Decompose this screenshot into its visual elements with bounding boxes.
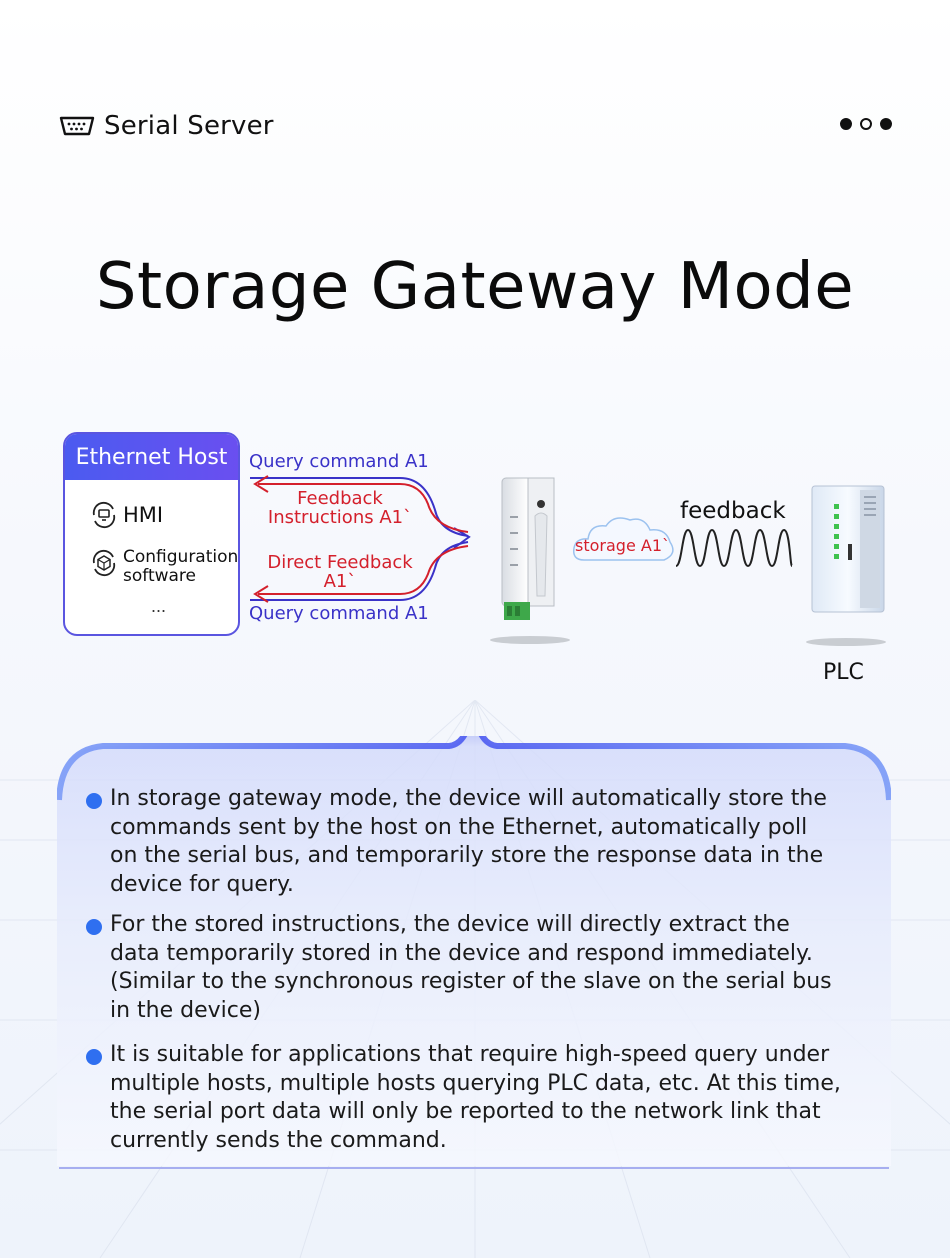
query-command-bottom-label: Query command A1 [249,603,429,624]
bullet-1-line-2: commands sent by the host on the Ethernet, automatically poll [110,814,808,840]
bullet-3-line-1: It is suitable for applications that require high-speed query under [110,1042,830,1067]
bullet-2-line-1: For the stored instructions, the device will directly extract the [110,912,790,937]
more-ellipsis: ... [151,596,167,616]
query-command-top-label: Query command A1 [249,451,429,472]
serial-server-device [488,476,572,646]
pager-dot[interactable] [880,118,892,130]
info-bullet-1 [110,785,870,899]
page-title: Storage Gateway Mode [95,250,855,324]
info-bullet-2 [110,911,870,1025]
ethernet-host-box [63,432,240,636]
direct-feedback-label [255,553,425,591]
feedback-label: feedback [680,498,786,524]
direct-feedback-line-2: A1` [323,571,357,592]
host-item-hmi [89,500,163,530]
hmi-icon [89,500,119,530]
bullet-3-line-3: the serial port data will only be reported to the network link that [110,1099,821,1124]
header-label: Serial Server [104,111,274,141]
plc-device [804,482,888,648]
pager-dot[interactable] [840,118,852,130]
configuration-software-icon [89,548,119,578]
configuration-label: Configuration [123,547,239,567]
bullet-dot [86,1049,102,1065]
bullet-3-line-4: currently sends the command. [110,1127,447,1153]
pager-dots [840,118,892,130]
feedback-instructions-label [255,489,425,527]
host-item-configuration-software [89,548,238,586]
bullet-2-line-3: (Similar to the synchronous register of the slave on the serial bus [110,969,832,994]
plc-label: PLC [823,660,864,685]
bullet-2-line-2: data temporarily stored in the device and respond immediately. [110,940,813,966]
direct-feedback-line-1: Direct Feedback [267,552,413,573]
hmi-label: HMI [123,503,164,527]
bullet-1-line-4: device for query. [110,871,294,897]
bullet-3-line-2: multiple hosts, multiple hosts querying PLC data, etc. At this time, [110,1070,841,1096]
page-header [58,106,274,146]
feedback-line-1: Feedback [297,488,383,509]
serial-port-icon [58,115,96,137]
info-bullet-3 [110,1041,870,1155]
bullet-1-line-1: In storage gateway mode, the device will automatically store the [110,786,827,811]
bullet-dot [86,793,102,809]
ethernet-host-title: Ethernet Host [65,434,238,480]
feedback-line-2: Instructions A1` [267,507,413,528]
signal-wave [674,526,794,572]
software-label: software [123,566,197,586]
bullet-2-line-4: in the device) [110,997,261,1023]
pager-dot-active[interactable] [860,118,872,130]
storage-label: storage A1` [575,536,670,555]
bullet-1-line-3: on the serial bus, and temporarily store the response data in the [110,843,824,868]
bullet-dot [86,919,102,935]
